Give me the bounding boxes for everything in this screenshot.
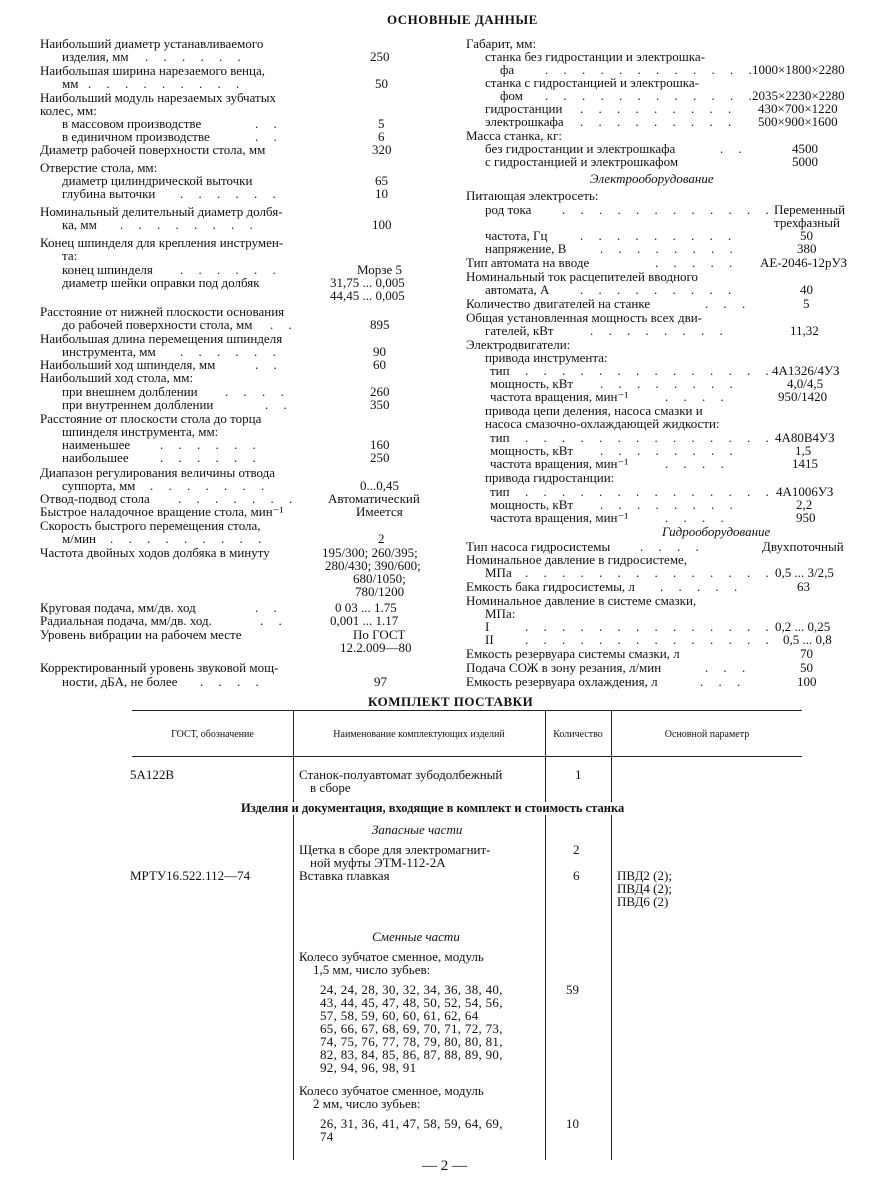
spec-label: Расстояние от плоскости стола до торца [40, 411, 262, 426]
spec-label: мощность, кВт [490, 497, 574, 512]
row-qty: 59 [566, 982, 579, 997]
leader-dots: . . . . . . . . . [580, 114, 738, 129]
leader-dots: . . . . . . . [150, 478, 271, 493]
leader-dots: . . . . . . [160, 450, 262, 465]
spec-label: изделия, мм [62, 49, 129, 64]
leader-dots: . . . . . . . . . [580, 228, 738, 243]
spec-label: фом [500, 88, 523, 103]
spec-value: 11,32 [790, 323, 819, 338]
row-name: Щетка в сборе для электромагнит- [299, 842, 491, 857]
spec-value: 4500 [792, 141, 818, 156]
page-number: — 2 — [422, 1158, 467, 1174]
spec-value: 895 [370, 317, 390, 332]
section-heading: Электрооборудование [590, 171, 714, 186]
spec-label: Тип автомата на вводе [466, 255, 590, 270]
spec-label: электрошкафа [485, 114, 564, 129]
spec-label: инструмента, мм [62, 344, 156, 359]
leader-dots: . . . . . . . . . . . . . . [525, 619, 775, 634]
spec-label: Наибольшая длина перемещения шпинделя [40, 331, 283, 346]
spec-label: насоса смазочно-охлаждающей жидкости: [485, 416, 720, 431]
spec-label: Номинальное давление в гидросистеме, [466, 552, 688, 567]
spec-label: та: [62, 248, 78, 263]
spec-value: 31,75 ... 0,005 [330, 275, 405, 290]
spec-label: в единичном производстве [62, 129, 210, 144]
spec-value: 0,001 ... 1.17 [330, 613, 399, 628]
spec-label: фа [500, 62, 515, 77]
leader-dots: . . . . . . . . . . . . . [562, 202, 794, 217]
spec-label: Количество двигателей на станке [466, 296, 651, 311]
row-name-cont: ной муфты ЭТМ-112-2А [310, 855, 446, 870]
spec-value: 5 [803, 296, 810, 311]
spec-value: 2 [378, 531, 385, 546]
leader-dots: . . . . . . [180, 262, 282, 277]
spec-value: 350 [370, 397, 390, 412]
table-col-divider [293, 710, 294, 1160]
spec-value: 4,0/4,5 [787, 376, 824, 391]
spec-value: 65 [375, 173, 388, 188]
spec-label: с гидростанцией и электрошкафом [485, 154, 679, 169]
leader-dots: . . . . [665, 510, 730, 525]
row-code: 5А122В [130, 767, 175, 782]
subtitle: Изделия и документация, входящие в комплект и стоимость станка [237, 802, 628, 815]
spec-label: Номинальное давление в системе смазки, [466, 593, 697, 608]
spec-value: 260 [370, 384, 390, 399]
spec-label: Скорость быстрого перемещения стола, [40, 518, 261, 533]
spec-label: при внутреннем долблении [62, 397, 214, 412]
spec-value: 60 [373, 357, 386, 372]
header-qty: Количество [553, 729, 603, 740]
spec-label: Уровень вибрации на рабочем месте [40, 627, 242, 642]
teeth-list: 65, 66, 67, 68, 69, 70, 71, 72, 73, [320, 1021, 503, 1036]
spec-value: 250 [370, 450, 390, 465]
spec-label: II [485, 632, 494, 647]
spec-label: станка с гидростанцией и электрошка- [485, 75, 699, 90]
spec-label: в массовом производстве [62, 116, 202, 131]
spec-label: род тока [485, 202, 532, 217]
leader-dots: . . . . . . . . [600, 443, 739, 458]
spec-value: АЕ-2046-12рУЗ [760, 255, 848, 270]
spec-label: Круговая подача, мм/дв. ход [40, 600, 196, 615]
row-param: ПВД4 (2); [617, 881, 672, 896]
spec-value: 5 [378, 116, 385, 131]
spec-label: Питающая электросеть: [466, 188, 599, 203]
spec-value: 90 [373, 344, 386, 359]
table-col-divider [611, 710, 612, 1160]
row-qty: 2 [573, 842, 580, 857]
leader-dots: . . . . . . . . . . . . . . [525, 363, 775, 378]
spec-label: привода цепи деления, насоса смазки и [485, 403, 703, 418]
leader-dots: . . . . . . . . . . . . . . [525, 565, 775, 580]
spec-value: 1000×1800×2280 [752, 62, 845, 77]
spec-label: гателей, кВт [485, 323, 554, 338]
teeth-list: 43, 44, 45, 47, 48, 50, 52, 54, 56, [320, 995, 503, 1010]
spec-label: привода гидростанции: [485, 470, 615, 485]
header-name: Наименование комплектующих изделий [333, 729, 505, 740]
leader-dots: . . . . . . [145, 49, 247, 64]
spec-value: 40 [800, 282, 813, 297]
spec-label: Отверстие стола, мм: [40, 160, 158, 175]
teeth-list: 82, 83, 84, 85, 86, 87, 88, 89, 90, [320, 1047, 503, 1062]
spec-label: диаметр шейки оправки под долбяк [62, 275, 260, 290]
leader-dots: . . . . [665, 456, 730, 471]
spec-value: 680/1050; [353, 571, 406, 586]
row-name-cont: 1,5 мм, число зубьев: [313, 962, 431, 977]
leader-dots: . . . . . . . . . . . . [545, 88, 758, 103]
spec-label: Наибольший модуль нарезаемых зубчатых [40, 90, 276, 105]
spec-label: привода инструмента: [485, 350, 608, 365]
spec-value: 950/1420 [778, 389, 828, 404]
leader-dots: . . . . . . . . . [110, 531, 268, 546]
leader-dots: . . [255, 116, 283, 131]
spec-label: суппорта, мм [62, 478, 136, 493]
page-title: ОСНОВНЫЕ ДАННЫЕ [387, 12, 538, 27]
leader-dots: . . . . . . . . [120, 217, 259, 232]
spec-label: Быстрое наладочное вращение стола, мин⁻¹ [40, 504, 284, 519]
spec-value: 0,5 ... 3/2,5 [775, 565, 834, 580]
leader-dots: . . [255, 600, 283, 615]
row-qty: 10 [566, 1116, 579, 1131]
leader-dots: . . . . [665, 389, 730, 404]
leader-dots: . . [265, 397, 293, 412]
spec-value: 1,5 [795, 443, 812, 458]
spec-label: тип [490, 484, 510, 499]
spec-label: Подача СОЖ в зону резания, л/мин [466, 660, 662, 675]
kit-title: КОМПЛЕКТ ПОСТАВКИ [368, 694, 534, 709]
spec-value: 160 [370, 437, 390, 452]
spec-label: Общая установленная мощность всех дви- [466, 310, 703, 325]
header-gost: ГОСТ, обозначение [171, 729, 254, 740]
spec-value: 44,45 ... 0,005 [330, 288, 405, 303]
leader-dots: . . [270, 317, 298, 332]
spec-value: Двухпоточный [762, 539, 844, 554]
leader-dots: . . . . . . . . . . . . . . [525, 632, 775, 647]
spec-label: Наибольший ход шпинделя, мм [40, 357, 216, 372]
leader-dots: . . . [705, 296, 752, 311]
section-heading: Сменные части [372, 929, 460, 944]
spec-label: частота вращения, мин⁻¹ [490, 456, 629, 471]
section-heading: Запасные части [372, 822, 463, 837]
spec-label: до рабочей поверхности стола, мм [62, 317, 253, 332]
spec-label: мм [62, 76, 79, 91]
spec-label: I [485, 619, 490, 634]
spec-value: 100 [797, 674, 817, 689]
spec-label: ка, мм [62, 217, 97, 232]
leader-dots: . . . . . [660, 579, 744, 594]
spec-label: Диаметр рабочей поверхности стола, мм [40, 142, 266, 157]
spec-label: наибольшее [62, 450, 129, 465]
spec-value: 50 [375, 76, 388, 91]
leader-dots: . . . . . . . . [600, 497, 739, 512]
spec-value: 50 [800, 660, 813, 675]
spec-value: 380 [797, 241, 817, 256]
leader-dots: . . . . [200, 674, 265, 689]
spec-label: Конец шпинделя для крепления инструмен- [40, 235, 284, 250]
row-code: МРТУ16.522.112—74 [130, 868, 251, 883]
spec-label: диаметр цилиндрической выточки [62, 173, 253, 188]
leader-dots: . . . . . . . . . [88, 76, 246, 91]
spec-label: шпинделя инструмента, мм: [62, 424, 219, 439]
spec-value: 6 [378, 129, 385, 144]
teeth-list: 92, 94, 96, 98, 91 [320, 1060, 417, 1075]
spec-label: глубина выточки [62, 186, 156, 201]
spec-label: м/мин [62, 531, 96, 546]
spec-value: 0 03 ... 1.75 [335, 600, 397, 615]
spec-value: 70 [800, 646, 813, 661]
spec-value: Переменный [774, 202, 846, 217]
row-name-cont: 2 мм, число зубьев: [313, 1096, 421, 1111]
leader-dots: . . . . . . [180, 186, 282, 201]
spec-value: 780/1200 [355, 584, 405, 599]
spec-value: Морзе 5 [357, 262, 403, 277]
spec-label: Емкость бака гидросистемы, л [466, 579, 635, 594]
spec-label: частота вращения, мин⁻¹ [490, 389, 629, 404]
leader-dots: . . . . . . . . . [580, 282, 738, 297]
spec-label: тип [490, 430, 510, 445]
leader-dots: . . . . . . . . [590, 323, 729, 338]
spec-value: 4А1006УЗ [776, 484, 834, 499]
spec-label: конец шпинделя [62, 262, 153, 277]
spec-label: Емкость резервуара охлаждения, л [466, 674, 658, 689]
table-header-rule [132, 756, 802, 757]
spec-label: частота вращения, мин⁻¹ [490, 510, 629, 525]
spec-label: Отвод-подвод стола [40, 491, 150, 506]
teeth-list: 24, 24, 28, 30, 32, 34, 36, 38, 40, [320, 982, 503, 997]
spec-value: 2,2 [796, 497, 813, 512]
leader-dots: . . . . [640, 539, 705, 554]
teeth-list: 74, 75, 76, 77, 78, 79, 80, 80, 81, [320, 1034, 503, 1049]
spec-label: Наибольший ход стола, мм: [40, 370, 194, 385]
leader-dots: . . . [700, 674, 747, 689]
spec-value: 250 [370, 49, 390, 64]
spec-label: гидростанции [485, 101, 563, 116]
spec-label: Номинальный ток расцепителей вводного [466, 269, 699, 284]
spec-value: 100 [372, 217, 392, 232]
spec-label: Наибольший диаметр устанавливаемого [40, 36, 264, 51]
spec-value: 4А80В4УЗ [775, 430, 835, 445]
spec-label: мощность, кВт [490, 443, 574, 458]
spec-label: Электродвигатели: [466, 337, 571, 352]
teeth-list: 74 [320, 1129, 334, 1144]
leader-dots: . . [260, 613, 288, 628]
spec-value: 10 [375, 186, 388, 201]
spec-value: 4А1326/4УЗ [772, 363, 840, 378]
row-param: ПВД6 (2) [617, 894, 669, 909]
spec-label: Корректированный уровень звуковой мощ- [40, 660, 279, 675]
spec-value: По ГОСТ [353, 627, 406, 642]
row-qty: 6 [573, 868, 580, 883]
spec-label: без гидростанции и электрошкафа [485, 141, 676, 156]
spec-label: напряжение, В [485, 241, 567, 256]
spec-label: Номинальный делительный диаметр долбя- [40, 204, 283, 219]
leader-dots: . . . [705, 660, 752, 675]
leader-dots: . . . . . . [160, 437, 262, 452]
spec-value: 0,2 ... 0,25 [775, 619, 831, 634]
spec-value: 50 [800, 228, 813, 243]
spec-value: Автоматический [328, 491, 420, 506]
table-top-rule [132, 710, 802, 711]
leader-dots: . . . . . . . . . . . . . . [525, 484, 775, 499]
spec-value: 2035×2230×2280 [752, 88, 845, 103]
teeth-list: 26, 31, 36, 41, 47, 58, 59, 64, 69, [320, 1116, 503, 1131]
leader-dots: . . . . . [655, 255, 739, 270]
spec-value: 195/300; 260/395; [322, 545, 418, 560]
spec-value: 430×700×1220 [758, 101, 838, 116]
row-param: ПВД2 (2); [617, 868, 672, 883]
leader-dots: . . . . . . . . . . . . . . [525, 430, 775, 445]
spec-label: Габарит, мм: [466, 36, 537, 51]
spec-value: 12.2.009—80 [340, 640, 412, 655]
spec-label: колес, мм: [40, 103, 97, 118]
spec-value: 0...0,45 [360, 478, 399, 493]
row-qty: 1 [575, 767, 582, 782]
leader-dots: . . . . . . . . [600, 376, 739, 391]
leader-dots: . . . . [225, 384, 290, 399]
spec-label: Емкость резервуара системы смазки, л [466, 646, 680, 661]
spec-value: 500×900×1600 [758, 114, 838, 129]
leader-dots: . . . . . . . . . [580, 101, 738, 116]
row-name: Станок-полуавтомат зубодолбежный [299, 767, 503, 782]
spec-label: при внешнем долблении [62, 384, 198, 399]
spec-label: станка без гидростанции и электрошка- [485, 49, 705, 64]
leader-dots: . . [255, 129, 283, 144]
leader-dots: . . . . . . [180, 344, 282, 359]
spec-value: Имеется [356, 504, 403, 519]
spec-label: Наибольшая ширина нарезаемого венца, [40, 63, 265, 78]
spec-label: Тип насоса гидросистемы [466, 539, 611, 554]
spec-label: Частота двойных ходов долбяка в минуту [40, 545, 270, 560]
spec-label: Масса станка, кг: [466, 128, 563, 143]
spec-label: Радиальная подача, мм/дв. ход. [40, 613, 212, 628]
spec-value: 63 [797, 579, 810, 594]
spec-value: 1415 [792, 456, 818, 471]
spec-label: автомата, А [485, 282, 550, 297]
row-name: Колесо зубчатое сменное, модуль [299, 949, 484, 964]
teeth-list: 57, 58, 59, 60, 60, 61, 62, 64 [320, 1008, 479, 1023]
leader-dots: . . . . . . . . . . . . [545, 62, 758, 77]
spec-value: трехфазный [774, 215, 840, 230]
spec-label: МПа: [485, 606, 516, 621]
spec-value: 320 [372, 142, 392, 157]
leader-dots: . . . . . . . [178, 491, 299, 506]
spec-value: 280/430; 390/600; [325, 558, 421, 573]
spec-label: тип [490, 363, 510, 378]
row-name: Колесо зубчатое сменное, модуль [299, 1083, 484, 1098]
header-param: Основной параметр [664, 729, 750, 740]
spec-value: 5000 [792, 154, 818, 169]
spec-value: 97 [374, 674, 387, 689]
leader-dots: . . . . . . . . [600, 241, 739, 256]
section-heading: Гидрооборудование [662, 524, 771, 539]
table-col-divider [545, 710, 546, 1160]
spec-label: частота, Гц [485, 228, 548, 243]
spec-label: Диапазон регулирования величины отвода [40, 465, 276, 480]
spec-label: мощность, кВт [490, 376, 574, 391]
spec-value: 950 [796, 510, 816, 525]
row-name-cont: в сборе [310, 780, 351, 795]
leader-dots: . . [720, 141, 748, 156]
leader-dots: . . [255, 357, 283, 372]
spec-label: ности, дБА, не более [62, 674, 178, 689]
spec-label: МПа [485, 565, 512, 580]
spec-label: Расстояние от нижней плоскости основания [40, 304, 285, 319]
row-name: Вставка плавкая [299, 868, 390, 883]
spec-value: 0,5 ... 0,8 [783, 632, 832, 647]
spec-label: наименьшее [62, 437, 131, 452]
